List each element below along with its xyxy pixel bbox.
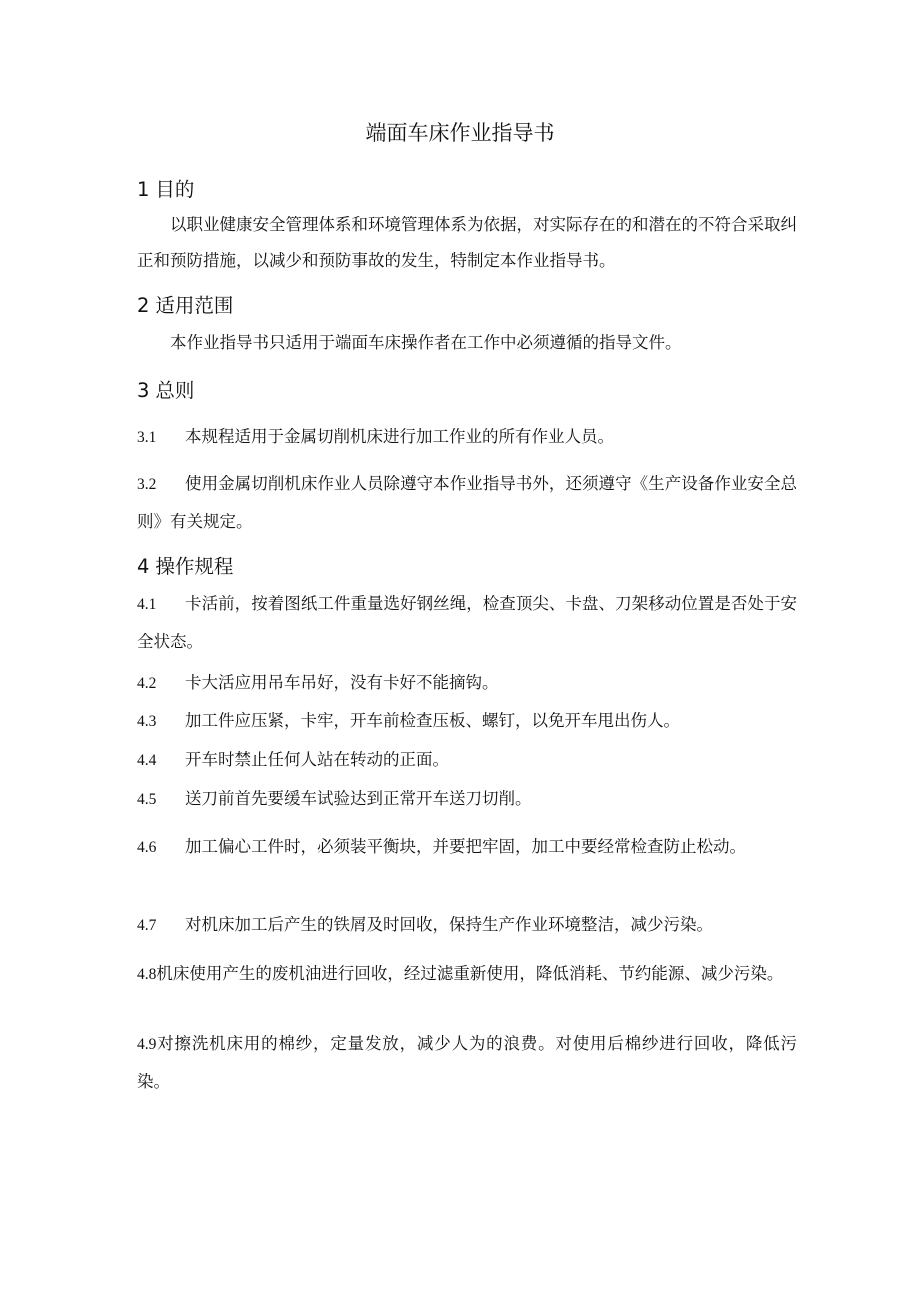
list-item bbox=[137, 465, 797, 540]
list-item bbox=[137, 585, 797, 660]
list-item bbox=[137, 906, 797, 944]
list-item bbox=[137, 955, 797, 993]
item-number: 3.2 bbox=[137, 476, 157, 493]
item-number: 3.1 bbox=[137, 429, 157, 446]
item-number: 4.8 bbox=[137, 966, 157, 983]
section-number: 4 bbox=[137, 555, 150, 578]
item-number: 4.2 bbox=[137, 675, 157, 692]
section-paragraph-scope: 本作业指导书只适用于端面车床操作者在工作中必须遵循的指导文件。 bbox=[170, 333, 682, 352]
section-title: 适用范围 bbox=[155, 294, 234, 317]
list-item bbox=[137, 1025, 797, 1100]
item-text: 对机床加工后产生的铁屑及时回收，保持生产作业环境整洁，减少污染。 bbox=[185, 915, 713, 934]
item-number: 4.9 bbox=[137, 1036, 157, 1053]
section-heading-procedures bbox=[137, 553, 233, 581]
item-text: 本规程适用于金属切削机床进行加工作业的所有作业人员。 bbox=[185, 427, 614, 446]
section-heading-purpose bbox=[137, 176, 194, 204]
item-number: 4.3 bbox=[137, 713, 157, 730]
section-number: 2 bbox=[137, 294, 150, 317]
list-item bbox=[137, 828, 797, 866]
list-item bbox=[137, 780, 797, 818]
item-number: 4.7 bbox=[137, 917, 157, 934]
item-text: 机床使用产生的废机油进行回收，经过滤重新使用，降低消耗、节约能源、减少污染。 bbox=[156, 964, 784, 983]
item-text: 卡活前，按着图纸工件重量选好钢丝绳，检查顶尖、卡盘、刀架移动位置是否处于安全状态。 bbox=[137, 594, 797, 651]
item-text: 卡大活应用吊车吊好，没有卡好不能摘钩。 bbox=[185, 673, 499, 692]
item-number: 4.4 bbox=[137, 752, 157, 769]
item-text: 开车时禁止任何人站在转动的正面。 bbox=[185, 750, 449, 769]
list-item bbox=[137, 702, 797, 740]
item-text: 送刀前首先要缓车试验达到正常开车送刀切削。 bbox=[185, 789, 532, 808]
list-item bbox=[137, 418, 797, 456]
list-item bbox=[137, 741, 797, 779]
section-title: 目的 bbox=[155, 178, 195, 201]
section-number: 1 bbox=[137, 178, 150, 201]
item-text: 加工件应压紧，卡牢，开车前检查压板、螺钉，以免开车甩出伤人。 bbox=[185, 711, 680, 730]
item-number: 4.1 bbox=[137, 596, 157, 613]
section-title: 总则 bbox=[155, 379, 195, 402]
section-title: 操作规程 bbox=[155, 555, 234, 578]
item-number: 4.5 bbox=[137, 791, 157, 808]
document-title: 端面车床作业指导书 bbox=[365, 121, 555, 145]
section-number: 3 bbox=[137, 379, 150, 402]
item-text: 对擦洗机床用的棉纱，定量发放，减少人为的浪费。对使用后棉纱进行回收，降低污染。 bbox=[137, 1034, 797, 1091]
item-number: 4.6 bbox=[137, 839, 157, 856]
list-item bbox=[137, 664, 797, 702]
item-text: 加工偏心工件时，必须装平衡块，并要把牢固，加工中要经常检查防止松动。 bbox=[185, 837, 746, 856]
item-text: 使用金属切削机床作业人员除遵守本作业指导书外，还须遵守《生产设备作业安全总则》有关规定。 bbox=[137, 474, 797, 531]
section-heading-scope bbox=[137, 292, 233, 320]
section-paragraph-purpose: 以职业健康安全管理体系和环境管理体系为依据，对实际存在的和潜在的不符合采取纠正和预防措施，以减少和预防事故的发生，特制定本作业指导书。 bbox=[137, 215, 797, 270]
section-heading-general bbox=[137, 377, 194, 405]
